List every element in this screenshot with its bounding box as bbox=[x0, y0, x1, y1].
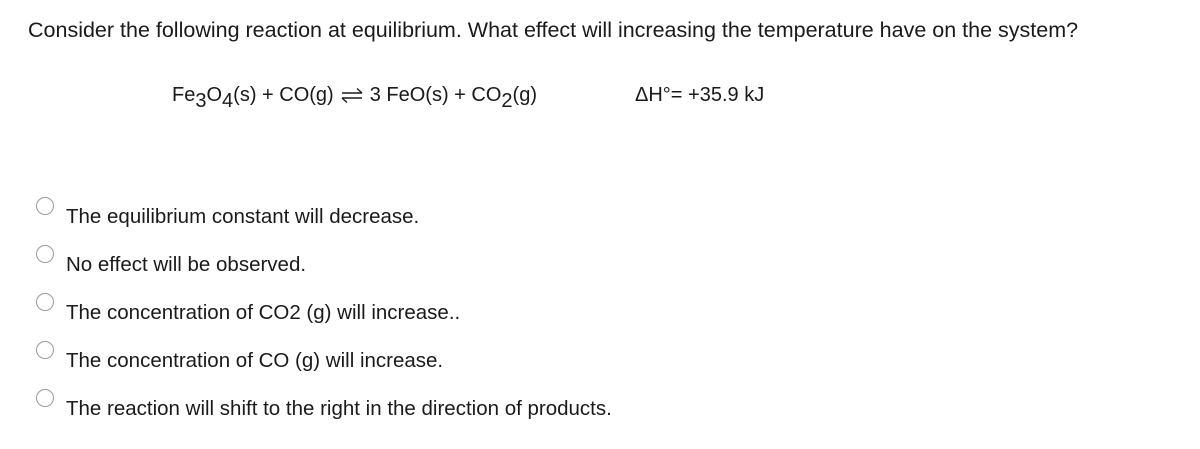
eq-sub-4: 4 bbox=[222, 90, 234, 112]
reaction-equation bbox=[172, 84, 537, 112]
option-5[interactable] bbox=[36, 387, 836, 435]
eq-products-a: 3 FeO(s) + CO bbox=[369, 84, 502, 106]
radio-button[interactable] bbox=[36, 293, 54, 311]
option-label[interactable]: The concentration of CO (g) will increase. bbox=[66, 349, 444, 372]
option-label[interactable]: The concentration of CO2 (g) will increase.. bbox=[66, 301, 461, 324]
equilibrium-arrow-icon bbox=[340, 87, 364, 103]
eq-products-b: (g) bbox=[512, 84, 537, 106]
eq-reactants-rest: (s) + CO(g) bbox=[233, 84, 334, 106]
radio-button[interactable] bbox=[36, 389, 54, 407]
option-label[interactable]: The equilibrium constant will decrease. bbox=[66, 205, 420, 228]
option-2[interactable] bbox=[36, 243, 836, 291]
radio-button[interactable] bbox=[36, 341, 54, 359]
answer-options bbox=[36, 195, 836, 435]
option-label[interactable]: No effect will be observed. bbox=[66, 253, 307, 276]
radio-button[interactable] bbox=[36, 197, 54, 215]
option-label[interactable]: The reaction will shift to the right in the direction of products. bbox=[66, 397, 612, 420]
eq-sub-3: 3 bbox=[195, 90, 207, 112]
question-text: Consider the following reaction at equilibrium. What effect will increasing the temperature have on the system? bbox=[28, 18, 1079, 42]
enthalpy-value: ΔH°= +35.9 kJ bbox=[635, 84, 765, 106]
option-3[interactable] bbox=[36, 291, 836, 339]
option-4[interactable] bbox=[36, 339, 836, 387]
option-1[interactable] bbox=[36, 195, 836, 243]
eq-sub-2: 2 bbox=[501, 90, 513, 112]
radio-button[interactable] bbox=[36, 245, 54, 263]
eq-o: O bbox=[206, 84, 223, 106]
eq-fe: Fe bbox=[172, 84, 196, 106]
